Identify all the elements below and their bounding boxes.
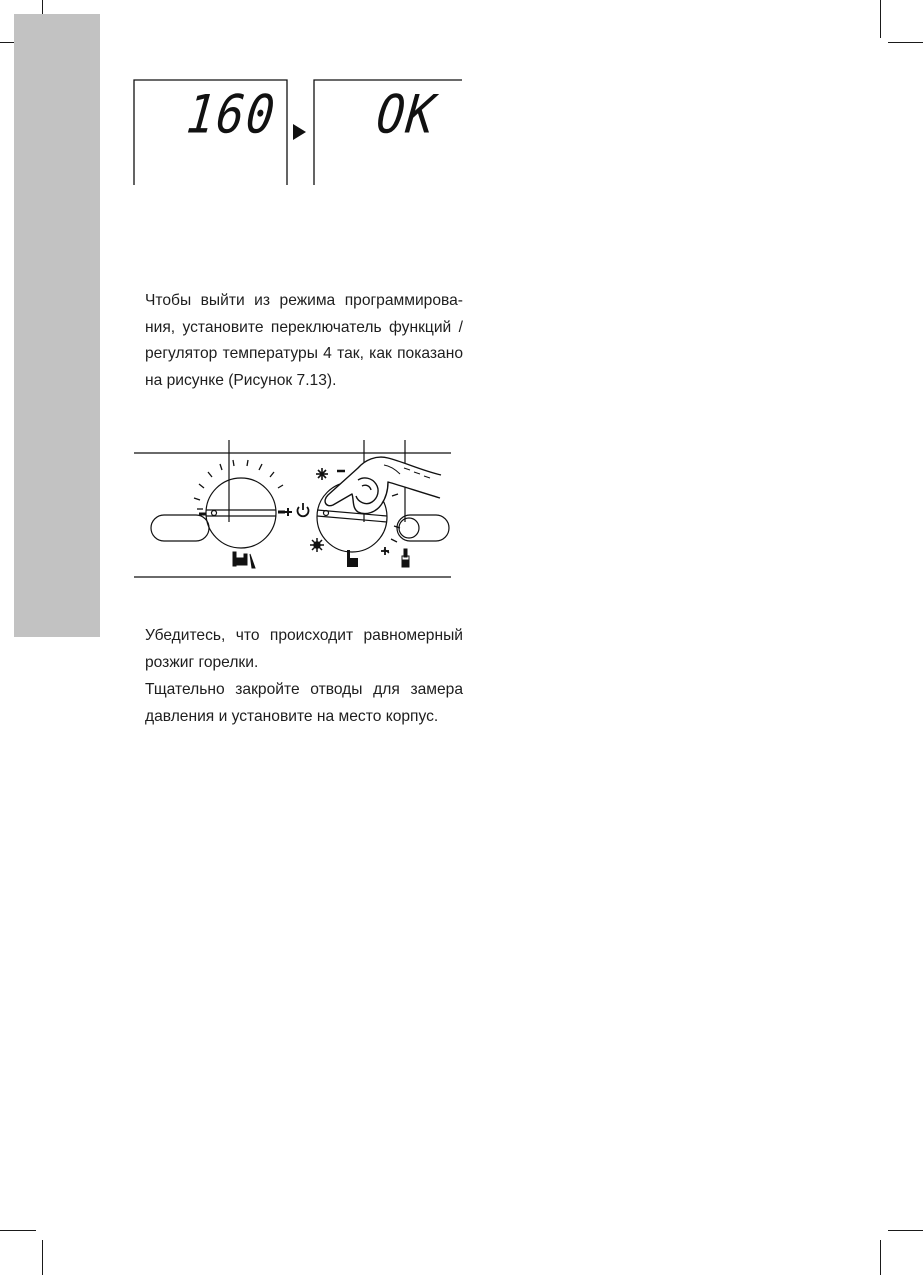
display-left-value: 160 — [183, 82, 280, 146]
thermometer-icon — [402, 549, 409, 567]
paragraph-exit-programming: Чтобы выйти из режима программирова- ния, установите переключатель функций / регулятор температуры 4 так, как показано на рисунке (Рисунок 7.13). — [145, 292, 463, 389]
left-button — [151, 515, 209, 541]
hand-icon — [325, 457, 441, 513]
snowflake-icon — [316, 468, 328, 480]
crop-mark — [0, 1230, 36, 1231]
sun-icon — [310, 538, 324, 552]
crop-mark — [880, 1240, 881, 1275]
control-panel-figure — [0, 0, 923, 600]
faucet-icon — [233, 552, 255, 568]
power-icon — [298, 503, 309, 516]
display-right-value: OK — [373, 82, 440, 146]
crop-mark — [888, 1230, 923, 1231]
crop-mark — [42, 1240, 43, 1275]
paragraph-check-ignition: Убедитесь, что происходит равномерный розжиг горелки. — [145, 627, 463, 671]
knob-scale-left — [194, 460, 283, 500]
paragraph-close-taps: Тщательно закройте отводы для замера давления и установите на место корпус. — [145, 681, 463, 725]
plus-icon — [381, 547, 389, 555]
indicator-lamp — [399, 518, 419, 538]
